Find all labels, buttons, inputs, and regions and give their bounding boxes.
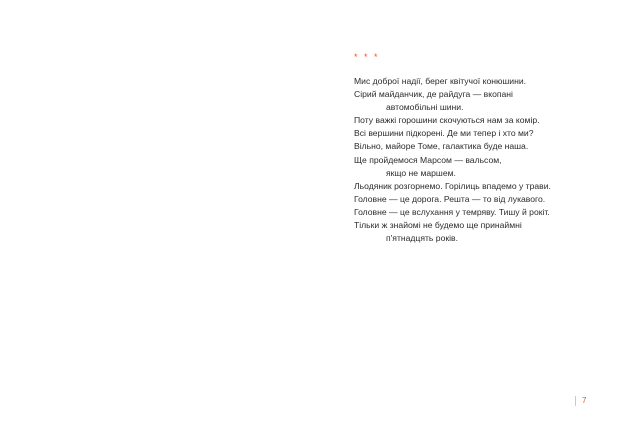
page-number: 7	[582, 396, 587, 405]
section-ornament: * * *	[354, 52, 380, 62]
page-footer	[575, 396, 586, 406]
poem-line: автомобільні шини.	[386, 102, 464, 113]
poem-line: п'ятнадцять років.	[386, 233, 458, 244]
poem-line: Льодяник розгорнемо. Горілиць впадемо у трави.	[354, 180, 551, 191]
folio-divider	[575, 396, 576, 406]
poem-stanza	[354, 75, 624, 245]
poem-line: Головне — це дорога. Решта — то від лукавого.	[354, 193, 546, 204]
poem-line: якщо не маршем.	[386, 167, 456, 178]
poem-line: Вільно, майоре Томе, галактика буде наша.	[354, 141, 529, 152]
poem-line: Ще пройдемося Марсом — вальсом,	[354, 154, 502, 165]
poem-line: Сірий майданчик, де райдуга — вкопані	[354, 89, 513, 100]
poem-line: Мис доброї надії, берег квітучої конюшини.	[354, 76, 527, 86]
poem-line: Тільки ж знайомі не будемо ще принаймні	[354, 220, 522, 231]
poem-line: Головне — це вслухання у темряву. Тишу й рокіт.	[354, 206, 550, 217]
poem-line: Всі вершини підкорені. Де ми тепер і хто ми?	[354, 128, 534, 139]
poem-line: Поту важкі горошини скочуються нам за комір.	[354, 115, 540, 126]
